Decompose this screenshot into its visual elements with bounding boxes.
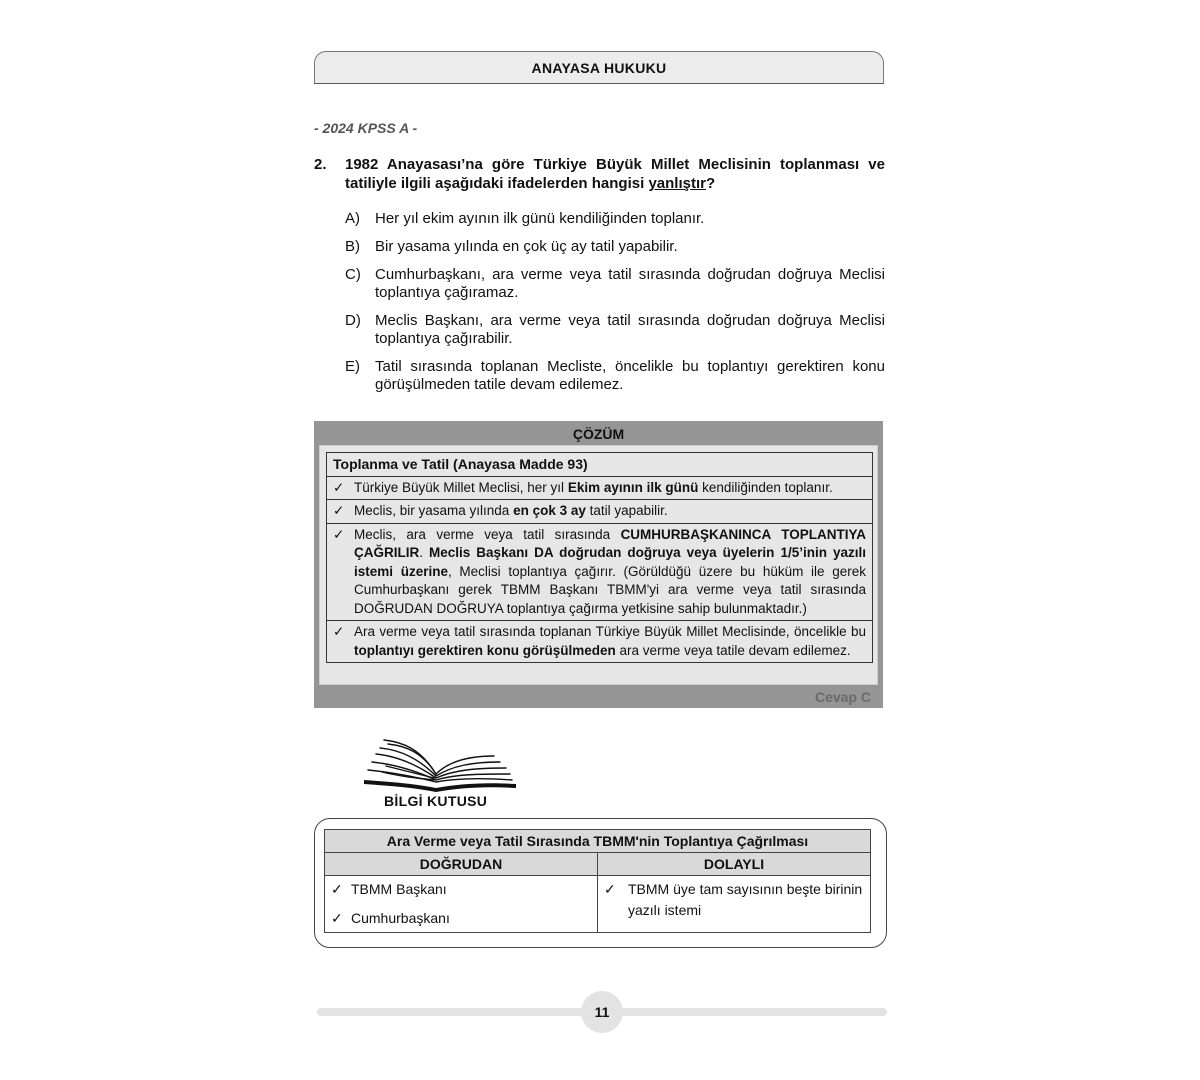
- info-box-label: BİLGİ KUTUSU: [384, 793, 488, 809]
- section-header: [314, 51, 884, 84]
- solution-table-heading: Toplanma ve Tatil (Anayasa Madde 93): [327, 453, 873, 477]
- list-item: ✓ TBMM üye tam sayısının beşte birinin yazılı istemi: [604, 879, 864, 921]
- solution-row-text: Meclis, bir yasama yılında en çok 3 ay tatil yapabilir.: [354, 503, 668, 518]
- indirect-cell: [598, 876, 871, 933]
- option-b[interactable]: [345, 238, 885, 256]
- column-header-direct: DOĞRUDAN: [325, 853, 598, 876]
- column-header-indirect: DOLAYLI: [598, 853, 871, 876]
- question-number: 2.: [314, 156, 327, 173]
- option-letter: D): [345, 312, 361, 329]
- check-icon: ✓: [331, 910, 343, 926]
- solution-row-text: Ara verme veya tatil sırasında toplanan Türkiye Büyük Millet Meclisinde, öncelikle bu toplantıyı gerektiren konu görüşülmeden ara verme veya tatile devam edilemez.: [354, 624, 866, 658]
- option-letter: A): [345, 210, 360, 227]
- option-text: Meclis Başkanı, ara verme veya tatil sırasında doğrudan doğruya Meclisi toplantıya çağırabilir.: [375, 312, 885, 347]
- solution-panel: [314, 421, 883, 708]
- info-table-title: Ara Verme veya Tatil Sırasında TBMM'nin Toplantıya Çağrılması: [325, 830, 871, 853]
- option-text: Her yıl ekim ayının ilk günü kendiliğinden toplanır.: [375, 210, 705, 227]
- question-text-end: ?: [705, 175, 716, 192]
- list-item: ✓ Cumhurbaşkanı: [331, 908, 591, 929]
- check-icon: ✓: [331, 881, 343, 897]
- option-d[interactable]: [345, 312, 885, 348]
- question-text-part: 1982 Anayasası’na göre Türkiye Büyük Millet Meclisinin toplanması ve tatiliyle ilgili aşağıdaki ifadelerden hangisi: [345, 156, 885, 192]
- question-text: [345, 155, 885, 193]
- check-icon: ✓: [333, 624, 345, 639]
- exam-tag: - 2024 KPSS A -: [314, 120, 418, 136]
- solution-row: [327, 476, 873, 500]
- check-icon: ✓: [333, 526, 345, 542]
- page-number-text: 11: [594, 1004, 610, 1020]
- answer-options: [345, 210, 885, 404]
- solution-row: [327, 621, 873, 663]
- option-text: Cumhurbaşkanı, ara verme veya tatil sırasında doğrudan doğruya Meclisi toplantıya çağıramaz.: [375, 266, 885, 301]
- page-number: [581, 991, 623, 1033]
- section-title: ANAYASA HUKUKU: [531, 59, 667, 76]
- option-e[interactable]: [345, 358, 885, 394]
- check-icon: ✓: [604, 881, 616, 897]
- info-box: [314, 818, 887, 948]
- solution-title: ÇÖZÜM: [572, 426, 625, 442]
- check-icon: ✓: [333, 503, 345, 518]
- direct-cell: [325, 876, 598, 933]
- option-letter: E): [345, 358, 360, 375]
- answer-label: Cevap C: [814, 689, 871, 705]
- solution-row: [327, 523, 873, 621]
- option-text: Tatil sırasında toplanan Mecliste, öncelikle bu toplantıyı gerektiren konu görüşülmeden tatile devam edilemez.: [375, 358, 885, 393]
- list-item: ✓ TBMM Başkanı: [331, 879, 591, 900]
- check-icon: ✓: [333, 479, 345, 495]
- solution-inner: [319, 445, 878, 685]
- option-a[interactable]: [345, 210, 885, 228]
- info-table: [324, 829, 871, 933]
- solution-row-text: Meclis, ara verme veya tatil sırasında CUMHURBAŞKANINCA TOPLANTIYA ÇAĞRILIR. Meclis Başkanı DA doğrudan doğruya veya üyelerin 1/5’inin yazılı istemi üzerine, Meclisi toplantıya çağırır. (Görüldüğü üzere bu hüküm ile gerek Cumhurbaşkanı gerek TBMM Başkanı TBMM'yi ara verme veya tatil sırasında DOĞRUDAN DOĞRUYA toplantıya çağırma yetkisine sahip bulunmaktadır.): [354, 526, 867, 616]
- question-keyword: yanlıştır: [648, 175, 706, 192]
- option-letter: B): [345, 238, 360, 255]
- option-c[interactable]: [345, 266, 885, 302]
- option-text: Bir yasama yılında en çok üç ay tatil yapabilir.: [375, 238, 678, 255]
- solution-row: [327, 500, 873, 524]
- solution-row-text: Türkiye Büyük Millet Meclisi, her yıl Ekim ayının ilk günü kendiliğinden toplanır.: [354, 479, 833, 495]
- option-letter: C): [345, 266, 361, 283]
- open-book-icon: [362, 736, 518, 792]
- solution-table: [326, 452, 873, 663]
